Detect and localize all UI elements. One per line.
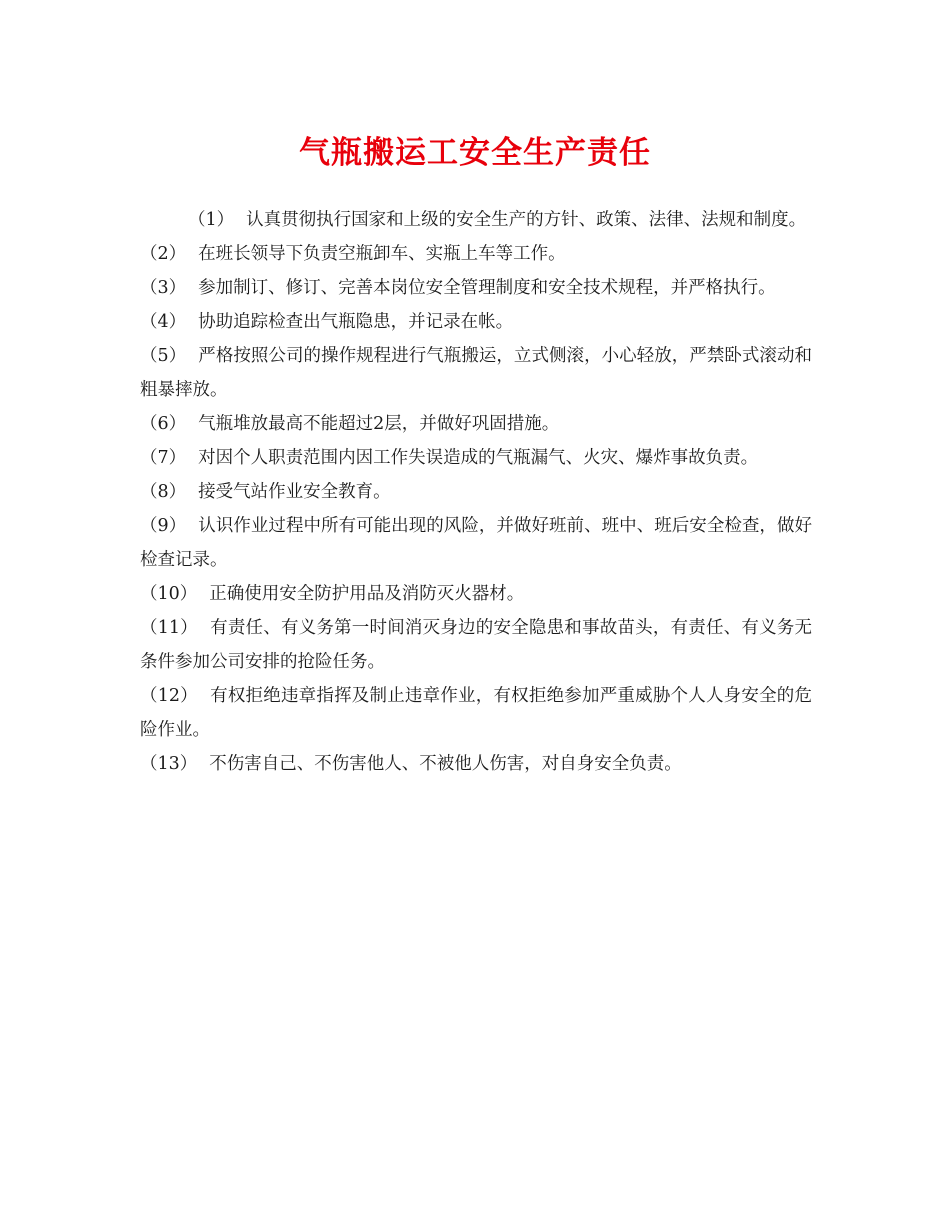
item-text: 不伤害自己、不伤害他人、不被他人伤害，对自身安全负责。 [209, 754, 682, 774]
list-item [140, 509, 812, 577]
item-text: 协助追踪检查出气瓶隐患，并记录在帐。 [198, 312, 514, 332]
item-number: （1） [188, 210, 235, 230]
item-number: （9） [140, 516, 187, 536]
item-number: （12） [140, 686, 198, 706]
item-text: 有权拒绝违章指挥及制止违章作业，有权拒绝参加严重威胁个人人身安全的危险作业。 [140, 686, 812, 740]
item-text: 参加制订、修订、完善本岗位安全管理制度和安全技术规程，并严格执行。 [198, 278, 776, 298]
list-item [140, 679, 812, 747]
item-number: （13） [140, 754, 198, 774]
list-item [140, 237, 812, 271]
item-text: 认真贯彻执行国家和上级的安全生产的方针、政策、法律、法规和制度。 [246, 210, 807, 230]
item-text: 有责任、有义务第一时间消灭身边的安全隐患和事故苗头，有责任、有义务无条件参加公司安排的抢险任务。 [140, 618, 812, 672]
list-item [140, 271, 812, 305]
item-number: （5） [140, 346, 187, 366]
item-text: 严格按照公司的操作规程进行气瓶搬运，立式侧滚，小心轻放，严禁卧式滚动和粗暴摔放。 [140, 346, 812, 400]
list-item [140, 339, 812, 407]
item-text: 对因个人职责范围内因工作失误造成的气瓶漏气、火灾、爆炸事故负责。 [198, 448, 759, 468]
list-item [140, 611, 812, 679]
item-number: （6） [140, 414, 187, 434]
item-number: （8） [140, 482, 187, 502]
list-item [140, 407, 812, 441]
list-item [140, 441, 812, 475]
item-number: （2） [140, 244, 187, 264]
item-text: 在班长领导下负责空瓶卸车、实瓶上车等工作。 [198, 244, 566, 264]
item-number: （3） [140, 278, 187, 298]
list-item [140, 203, 812, 237]
document-title: 气瓶搬运工安全生产责任 [299, 135, 651, 171]
item-text: 正确使用安全防护用品及消防灭火器材。 [209, 584, 525, 604]
responsibility-list [140, 203, 812, 781]
list-item [140, 305, 812, 339]
item-number: （11） [140, 618, 198, 638]
item-text: 接受气站作业安全教育。 [198, 482, 391, 502]
item-text: 认识作业过程中所有可能出现的风险，并做好班前、班中、班后安全检查，做好检查记录。 [140, 516, 812, 570]
item-number: （4） [140, 312, 187, 332]
item-number: （7） [140, 448, 187, 468]
list-item [140, 577, 812, 611]
item-number: （10） [140, 584, 198, 604]
item-text: 气瓶堆放最高不能超过2层，并做好巩固措施。 [198, 414, 560, 434]
list-item [140, 747, 812, 781]
list-item [140, 475, 812, 509]
